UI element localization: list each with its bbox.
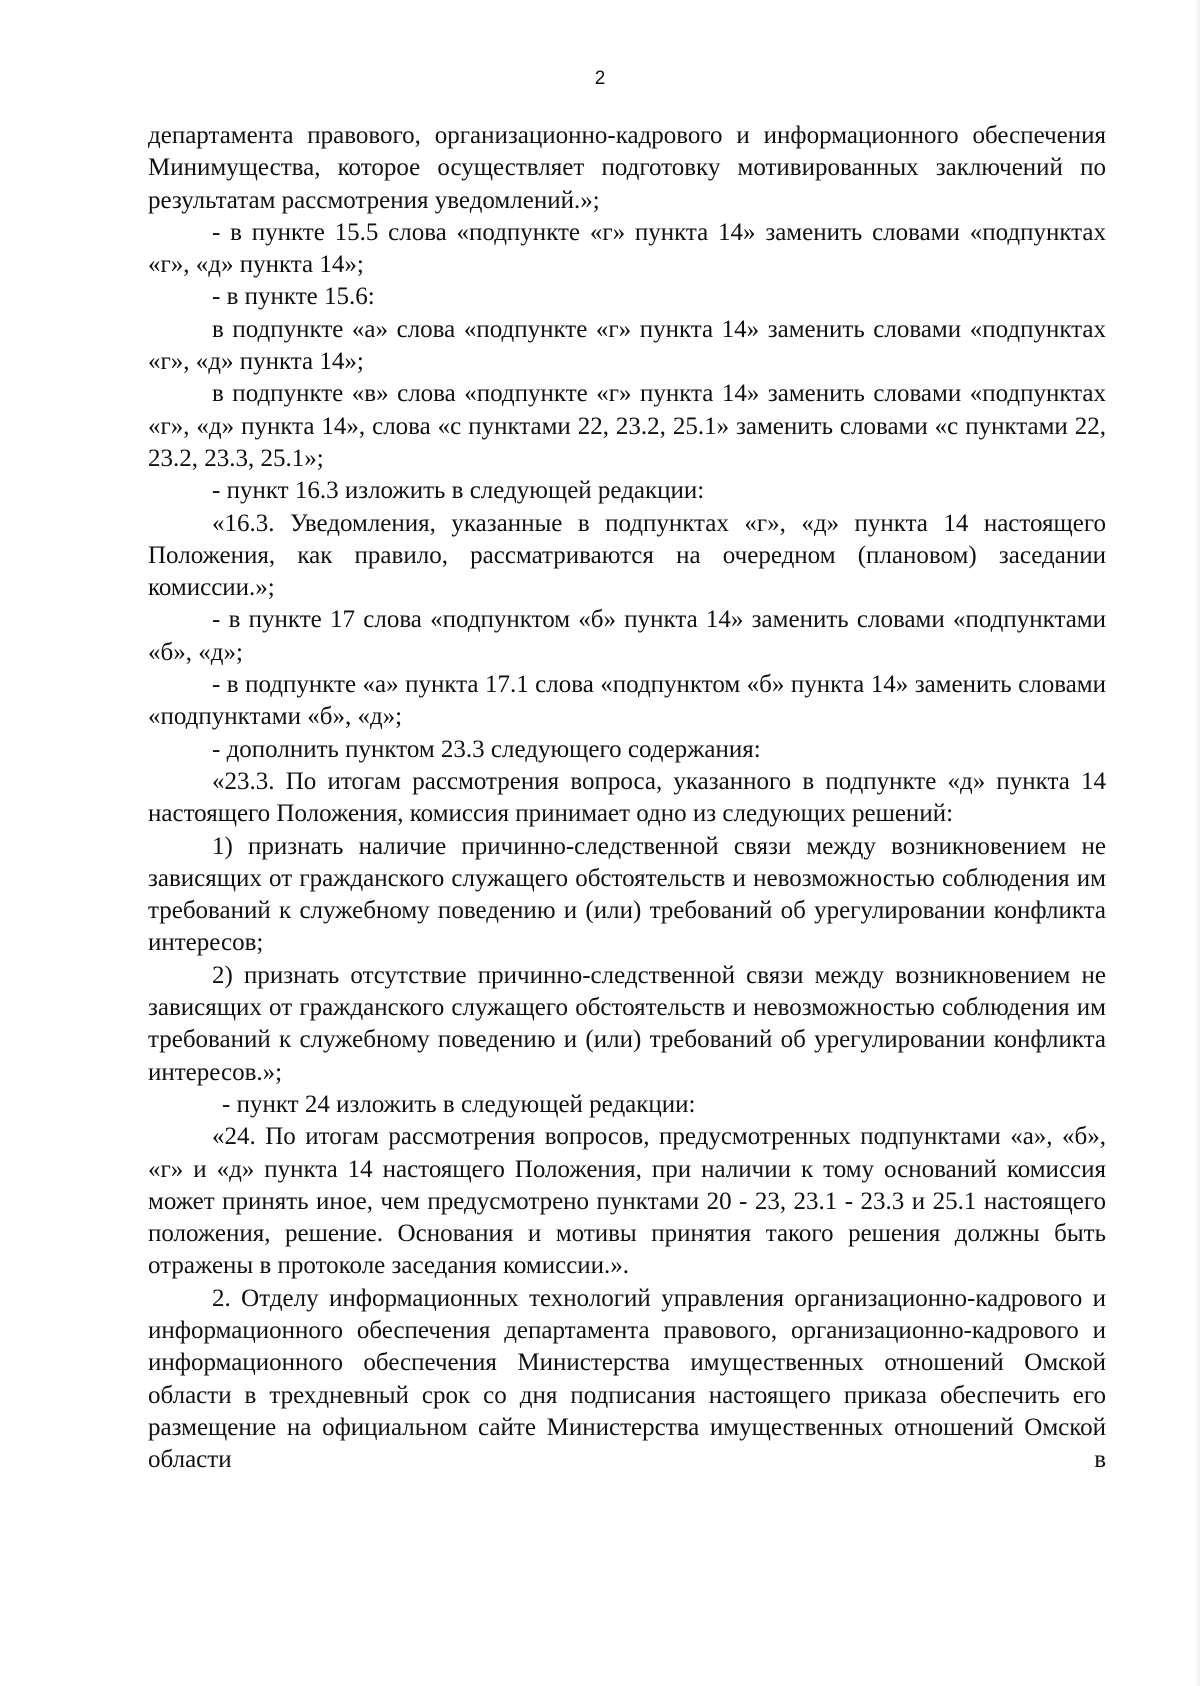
paragraph: - пункт 24 изложить в следующей редакции: [222, 1090, 696, 1118]
paragraph: в подпункте «а» слова «подпункте «г» пункта 14» заменить словами «подпунктах «г», «д» пункта 14»; [148, 315, 1106, 376]
paragraph: 2) признать отсутствие причинно-следственной связи между возникновением не зависящих от гражданского служащего обстоятельств и невозможностью соблюдения им требований к служебному поведению и (или) требований об урегулировании конфликта интересов.»; [148, 961, 1106, 1086]
paragraph: департамента правового, организационно-кадрового и информационного обеспечения Минимущества, которое осуществляет подготовку мотивированных заключений по результатам рассмотрения уведомлений.»; [148, 122, 1106, 214]
scan-edge [1194, 0, 1200, 1686]
paragraph: 2. Отделу информационных технологий управления организационно-кадрового и информационного обеспечения департамента правового, организационно-кадрового и информационного обеспечения Министерства имущественных отношений Омской области в трехдневный срок со дня подписания настоящего приказа обеспечить его размещение на официальном сайте Министерства имущественных отношений Омской области в [148, 1284, 1106, 1474]
paragraph: «24. По итогам рассмотрения вопросов, предусмотренных подпунктами «а», «б», «г» и «д» пункта 14 настоящего Положения, при наличии к тому оснований комиссия может принять иное, чем предусмотрено пунктами 20 - 23, 23.1 - 23.3 и 25.1 настоящего положения, решение. Основания и мотивы принятия такого решения должны быть отражены в протоколе заседания комиссии.». [148, 1123, 1106, 1280]
page-number: 2 [594, 68, 606, 89]
paragraph: - пункт 16.3 изложить в следующей редакции: [212, 477, 705, 505]
document-body [148, 120, 1106, 1476]
paragraph: «16.3. Уведомления, указанные в подпунктах «г», «д» пункта 14 настоящего Положения, как правило, рассматриваются на очередном (плановом) заседании комиссии.»; [148, 509, 1106, 602]
paragraph: - в подпункте «а» пункта 17.1 слова «подпунктом «б» пункта 14» заменить словами «подпунктами «б», «д»; [148, 671, 1106, 731]
paragraph: «23.3. По итогам рассмотрения вопроса, указанного в подпункте «д» пункта 14 настоящего Положения, комиссия принимает одно из следующих решений: [148, 767, 1106, 828]
paragraph: 1) признать наличие причинно-следственной связи между возникновением не зависящих от гражданского служащего обстоятельств и невозможностью соблюдения им требований к служебному поведению и (или) требований об урегулировании конфликта интересов; [148, 832, 1106, 957]
paragraph: в подпункте «в» слова «подпункте «г» пункта 14» заменить словами «подпунктах «г», «д» пункта 14», слова «с пунктами 22, 23.2, 25.1» заменить словами «с пунктами 22, 23.2, 23.3, 25.1»; [148, 380, 1106, 472]
paragraph: - в пункте 15.5 слова «подпункте «г» пункта 14» заменить словами «подпунктах «г», «д» пункта 14»; [148, 218, 1106, 279]
paragraph: - в пункте 17 слова «подпунктом «б» пункта 14» заменить словами «подпунктами «б», «д»; [148, 606, 1106, 666]
paragraph: - дополнить пунктом 23.3 следующего содержания: [212, 735, 761, 763]
paragraph: - в пункте 15.6: [212, 283, 375, 311]
